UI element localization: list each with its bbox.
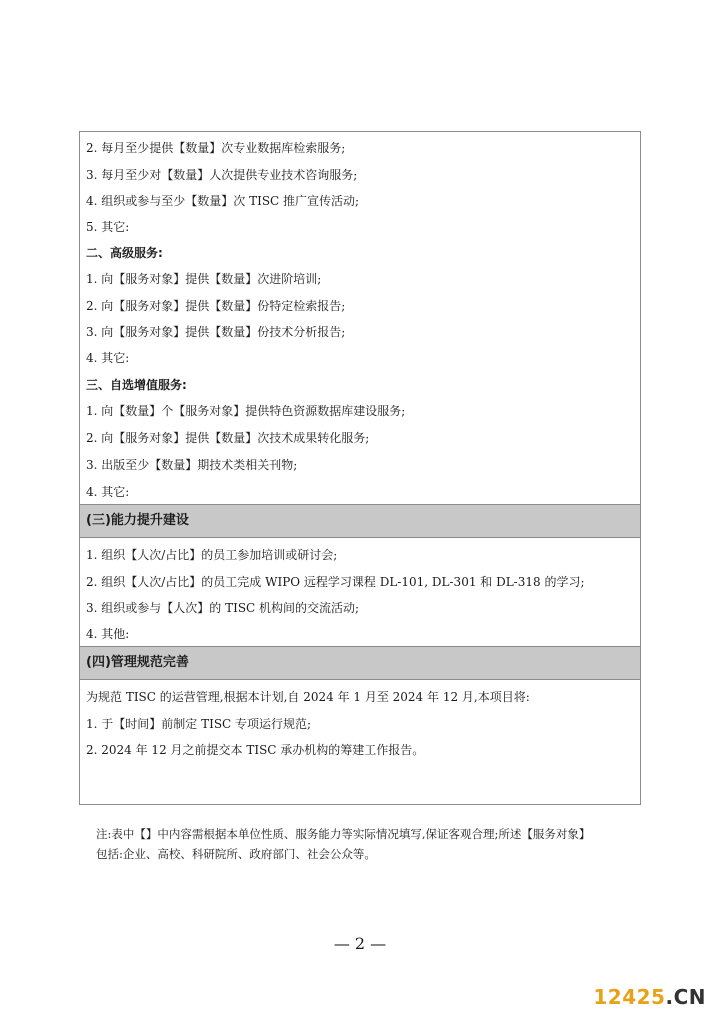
management-intro: 为规范 TISC 的运营管理,根据本计划,自 2024 年 1 月至 2024 年 12 月,本项目将: [86,690,530,704]
section-heading-optional: 三、自选增值服务: [86,378,187,392]
list-item: 4. 其它: [86,485,130,499]
footnote-line: 注:表中【】中内容需根据本单位性质、服务能力等实际情况填写,保证客观合理;所述【服务对象】 [96,827,591,841]
footnote-line: 包括:企业、高校、科研院所、政府部门、社会公众等。 [96,847,376,861]
list-item: 2. 2024 年 12 月之前提交本 TISC 承办机构的筹建工作报告。 [86,743,425,757]
watermark-logo: 12425.CN [593,985,706,1009]
list-item: 4. 其它: [86,351,130,365]
list-item: 4. 其他: [86,627,130,641]
page-number: — 2 — [333,934,387,953]
list-item: 2. 组织【人次/占比】的员工完成 WIPO 远程学习课程 DL-101, DL-301 和 DL-318 的学习; [86,575,585,589]
section-band-management [80,646,640,680]
section-band-capacity [80,504,640,538]
list-item: 1. 于【时间】前制定 TISC 专项运行规范; [86,717,312,731]
list-item: 1. 组织【人次/占比】的员工参加培训或研讨会; [86,548,338,562]
list-item: 1. 向【数量】个【服务对象】提供特色资源数据库建设服务; [86,404,406,418]
list-item: 2. 向【服务对象】提供【数量】次技术成果转化服务; [86,431,370,445]
list-item: 3. 组织或参与【人次】的 TISC 机构间的交流活动; [86,601,360,615]
list-item: 4. 组织或参与至少【数量】次 TISC 推广宣传活动; [86,194,360,208]
list-item: 3. 每月至少对【数量】人次提供专业技术咨询服务; [86,168,358,182]
list-item: 2. 每月至少提供【数量】次专业数据库检索服务; [86,141,346,155]
list-item: 3. 向【服务对象】提供【数量】份技术分析报告; [86,325,346,339]
section-title: (三)能力提升建设 [86,513,189,528]
section-heading-advanced: 二、高级服务: [86,246,163,260]
list-item: 1. 向【服务对象】提供【数量】次进阶培训; [86,272,322,286]
section-title: (四)管理规范完善 [86,655,189,670]
list-item: 2. 向【服务对象】提供【数量】份特定检索报告; [86,299,346,313]
list-item: 5. 其它: [86,220,130,234]
list-item: 3. 出版至少【数量】期技术类相关刊物; [86,458,298,472]
